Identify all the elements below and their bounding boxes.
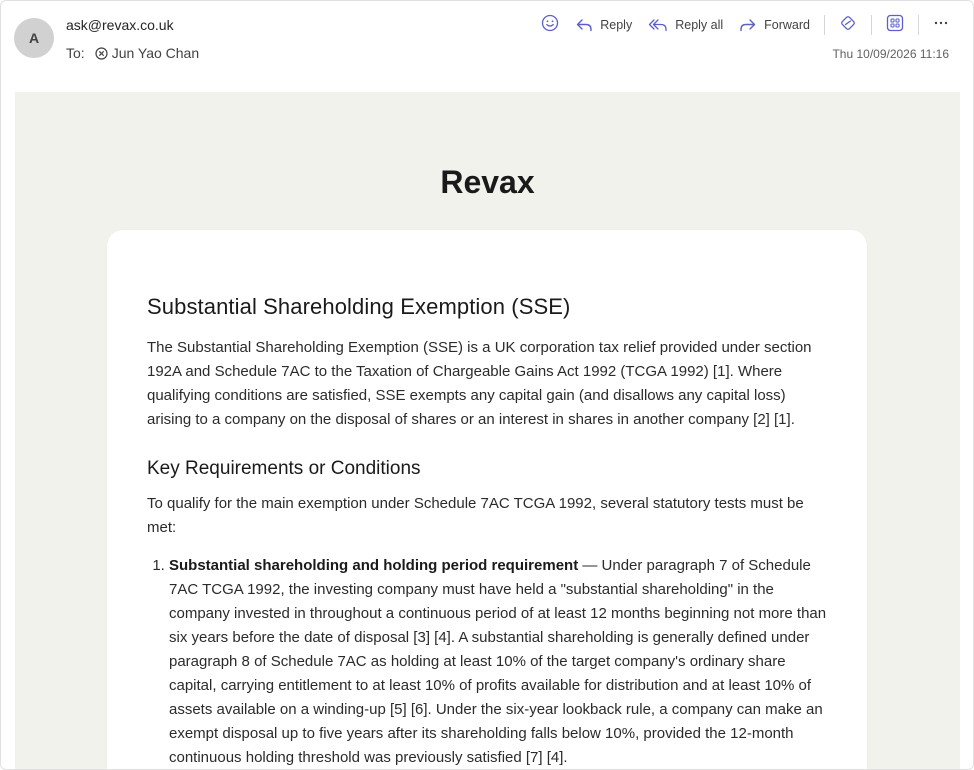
reply-all-button[interactable] (640, 13, 731, 37)
sender-avatar[interactable]: A (14, 18, 54, 58)
recipient-status-icon (95, 47, 108, 60)
requirement-title: Substantial shareholding and holding period requirement (169, 557, 579, 574)
forward-icon (739, 17, 757, 33)
forward-button[interactable] (731, 13, 818, 37)
section-intro-paragraph: To qualify for the main exemption under Schedule 7AC TCGA 1992, several statutory tests must be met: (147, 495, 804, 536)
message-toolbar (533, 13, 957, 37)
article-content (147, 294, 832, 770)
article-title: Substantial Shareholding Exemption (SSE) (147, 294, 571, 319)
list-item (169, 554, 832, 770)
sender-address[interactable]: ask@revax.co.uk (66, 17, 174, 33)
reply-label: Reply (600, 18, 633, 32)
apps-button[interactable] (878, 13, 912, 37)
brand-heading: Revax (440, 164, 535, 200)
toolbar-divider (918, 15, 919, 35)
reply-all-icon (648, 17, 668, 33)
recipients-line (66, 45, 199, 61)
requirements-list (147, 554, 832, 770)
recipient-name[interactable]: Jun Yao Chan (111, 45, 200, 61)
received-date: Thu 10/09/2026 11:16 (832, 47, 949, 61)
emoji-icon (541, 14, 559, 37)
toolbar-divider (871, 15, 872, 35)
more-actions-button[interactable] (925, 13, 957, 37)
reply-icon (575, 17, 593, 33)
diamond-link-icon (839, 14, 857, 37)
forward-label: Forward (764, 18, 810, 32)
reply-all-label: Reply all (675, 18, 724, 32)
ellipsis-icon (933, 15, 949, 36)
intro-paragraph: The Substantial Shareholding Exemption (SSE) is a UK corporation tax relief provided under section 192A and Schedule 7AC to the Taxation of Chargeable Gains Act 1992 (TCGA 1992) [1]. Where qualifying conditions are satisfied, SSE exempts any capital gain (and disallows any capital loss) arising to a company on the disposal of shares or an interest in shares in another company [2] [1]. (147, 339, 812, 428)
section-heading: Key Requirements or Conditions (147, 458, 421, 479)
addin-button[interactable] (831, 13, 865, 37)
requirement-text: — Under paragraph 7 of Schedule 7AC TCGA 1992, the investing company must have held a "substantial shareholding" in the company invested in throughout a continuous period of at least 12 months beginning not more than six years before the date of disposal [3] [4]. A substantial shareholding is generally defined under paragraph 8 of Schedule 7AC as holding at least 10% of the target company's ordinary share capital, carrying entitlement to at least 10% of profits available for distribution and at least 10% of assets available on a winding-up [5] [6]. Under the six-year lookback rule, a company can make an exempt disposal up to five years after its shareholding falls below 10%, provided the 12-month continuous holding threshold was previously satisfied [7] [4]. (169, 557, 827, 766)
react-button[interactable] (533, 13, 567, 37)
content-card (107, 230, 867, 770)
toolbar-divider (824, 15, 825, 35)
message-body (15, 92, 960, 770)
to-label: To: (66, 45, 85, 61)
apps-grid-icon (886, 14, 904, 37)
reply-button[interactable] (567, 13, 640, 37)
